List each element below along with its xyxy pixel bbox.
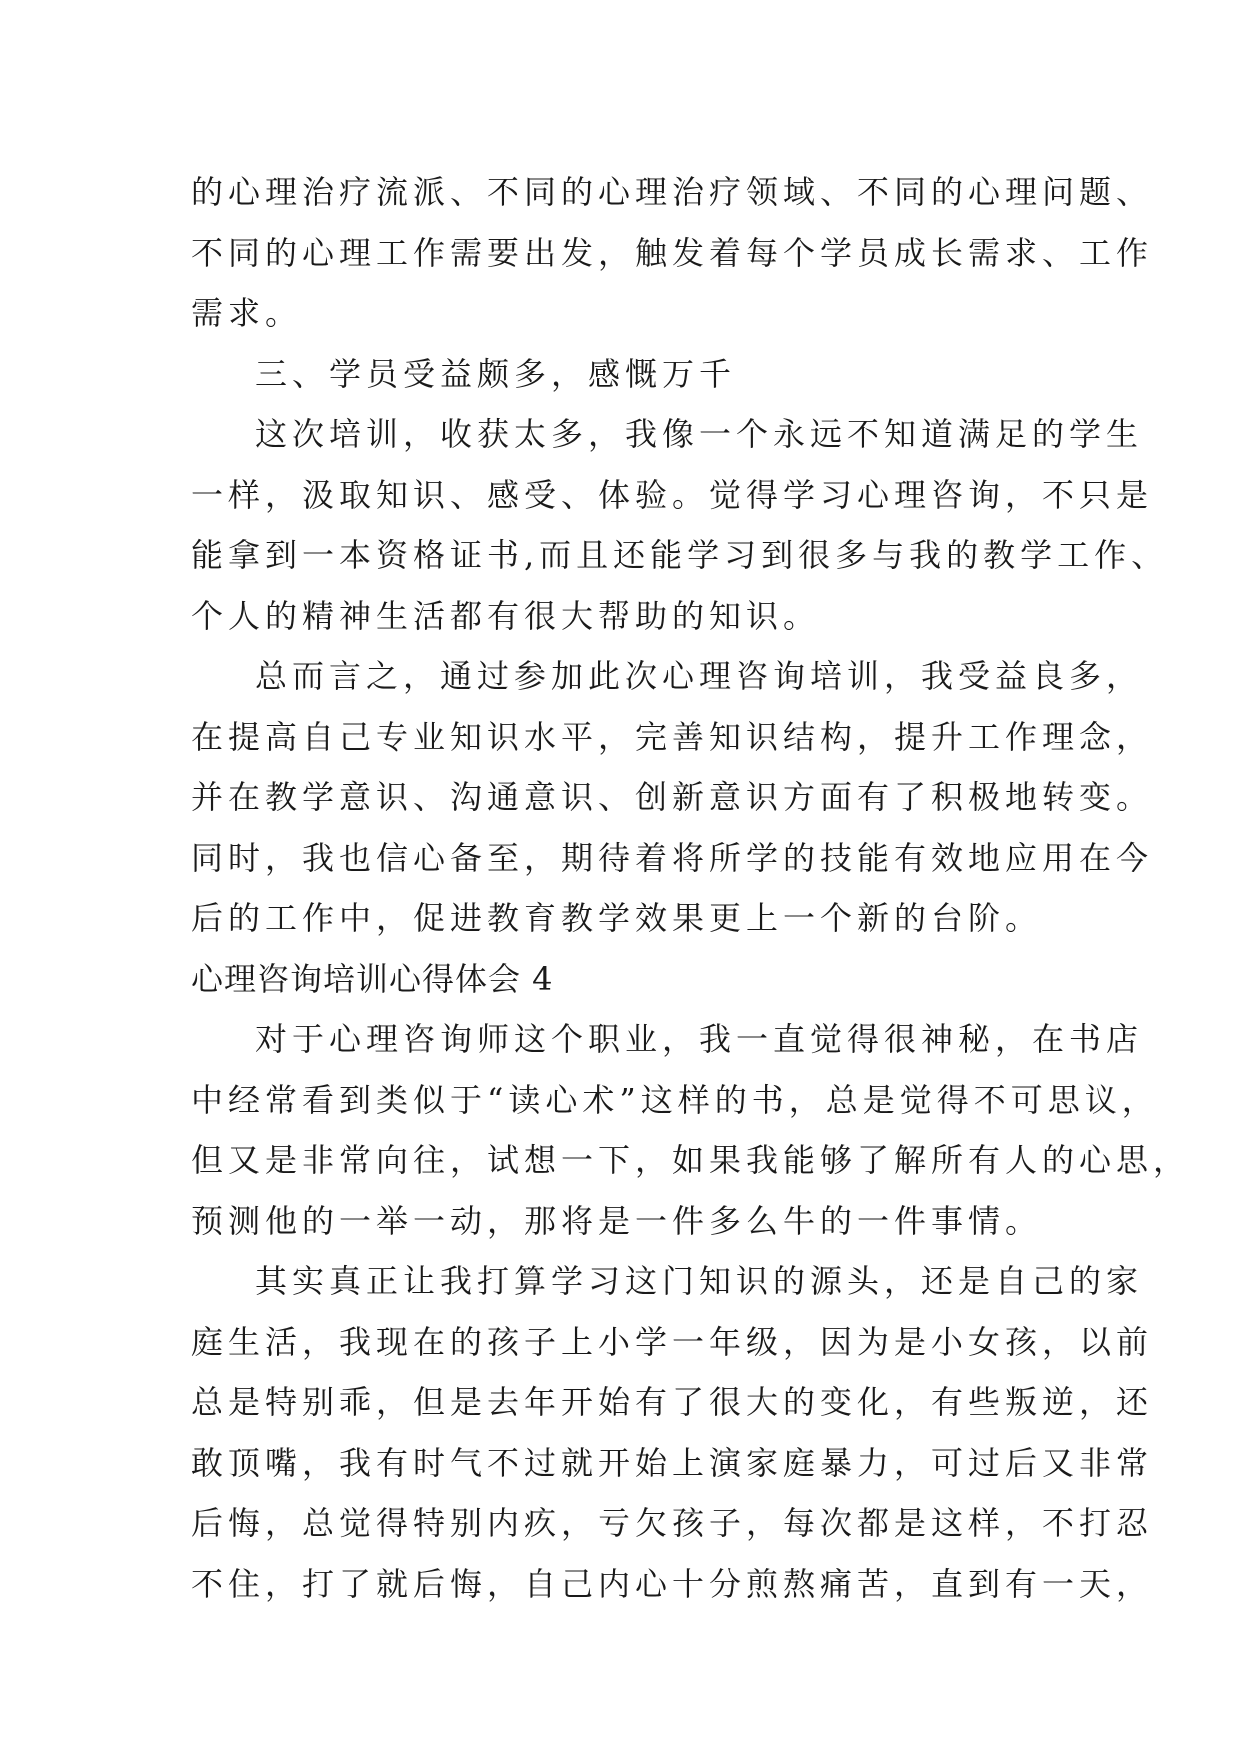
para-line: 不同的心理工作需要出发，触发着每个学员成长需求、工作 xyxy=(191,233,1154,272)
para-line: 敢顶嘴，我有时气不过就开始上演家庭暴力，可过后又非常 xyxy=(191,1443,1154,1482)
section-heading: 三、学员受益颇多，感慨万千 xyxy=(255,354,737,393)
para-line: 同时，我也信心备至，期待着将所学的技能有效地应用在今 xyxy=(191,838,1154,877)
para-line: 后悔，总觉得特别内疚，亏欠孩子，每次都是这样，不打忍 xyxy=(191,1504,1154,1542)
para-line: 在提高自己专业知识水平，完善知识结构，提升工作理念， xyxy=(191,717,1154,756)
para-line: 后的工作中，促进教育教学效果更上一个新的台阶。 xyxy=(191,899,1043,937)
para-line: 需求。 xyxy=(191,294,303,332)
para-line: 预测他的一举一动，那将是一件多么牛的一件事情。 xyxy=(191,1201,1043,1240)
para-line: 总是特别乖，但是去年开始有了很大的变化，有些叛逆，还 xyxy=(191,1383,1154,1421)
document-body xyxy=(191,162,1191,1614)
para-line: 不住，打了就后悔，自己内心十分煎熬痛苦，直到有一天， xyxy=(191,1564,1154,1603)
para-line: 个人的精神生活都有很大帮助的知识。 xyxy=(191,596,821,635)
article-title: 心理咨询培训心得体会 4 xyxy=(191,959,554,998)
para-line: 能拿到一本资格证书,而且还能学习到很多与我的教学工作、 xyxy=(191,536,1169,574)
para-line: 中经常看到类似于“读心术”这样的书，总是觉得不可思议， xyxy=(191,1080,1159,1119)
para-line: 的心理治疗流派、不同的心理治疗领域、不同的心理问题、 xyxy=(191,173,1154,211)
para-line: 这次培训，收获太多，我像一个永远不知道满足的学生 xyxy=(255,415,1144,453)
para-line: 并在教学意识、沟通意识、创新意识方面有了积极地转变。 xyxy=(191,778,1154,816)
para-line: 总而言之，通过参加此次心理咨询培训，我受益良多， xyxy=(255,657,1144,695)
para-line: 其实真正让我打算学习这门知识的源头，还是自己的家 xyxy=(255,1262,1144,1300)
para-line: 庭生活，我现在的孩子上小学一年级，因为是小女孩，以前 xyxy=(191,1322,1154,1361)
para-line: 一样，汲取知识、感受、体验。觉得学习心理咨询，不只是 xyxy=(191,475,1154,514)
para-line: 但又是非常向往，试想一下，如果我能够了解所有人的心思， xyxy=(191,1141,1191,1179)
para-line: 对于心理咨询师这个职业，我一直觉得很神秘，在书店 xyxy=(255,1020,1144,1058)
